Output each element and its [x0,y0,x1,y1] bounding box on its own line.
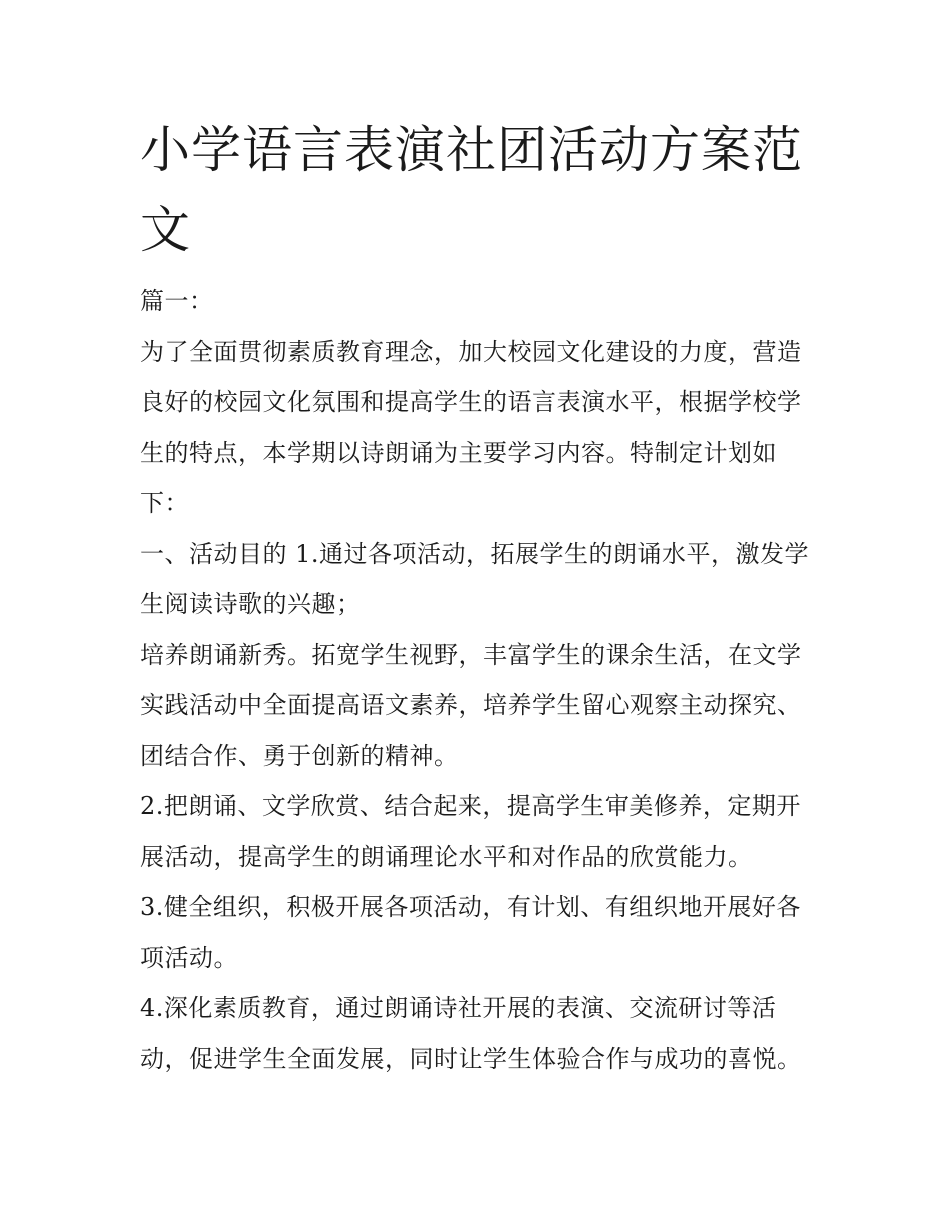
objective-paragraph-3: 3.健全组织，积极开展各项活动，有计划、有组织地开展好各项活动。 [140,893,801,972]
document-title: 小学语言表演社团活动方案范文 [140,121,803,259]
objective-paragraph-2: 2.把朗诵、文学欣赏、结合起来，提高学生审美修养，定期开展活动，提高学生的朗诵理论水平和对作品的欣赏能力。 [140,792,801,871]
objective-paragraph-4: 4.深化素质教育，通过朗诵诗社开展的表演、交流研讨等活动，促进学生全面发展，同时让学生体验合作与成功的喜悦。 [140,994,802,1073]
document-body [140,276,820,1084]
section-label: 篇一： [140,287,214,315]
objective-paragraph-1-cont: 培养朗诵新秀。拓宽学生视野，丰富学生的课余生活，在文学实践活动中全面提高语文素养，培养学生留心观察主动探究、团结合作、勇于创新的精神。 [140,640,802,770]
objective-paragraph-1: 一、活动目的 1.通过各项活动，拓展学生的朗诵水平，激发学生阅读诗歌的兴趣； [140,539,810,618]
intro-paragraph: 为了全面贯彻素质教育理念，加大校园文化建设的力度，营造良好的校园文化氛围和提高学生的语言表演水平，根据学校学生的特点，本学期以诗朗诵为主要学习内容。特制定计划如下： [140,337,802,517]
